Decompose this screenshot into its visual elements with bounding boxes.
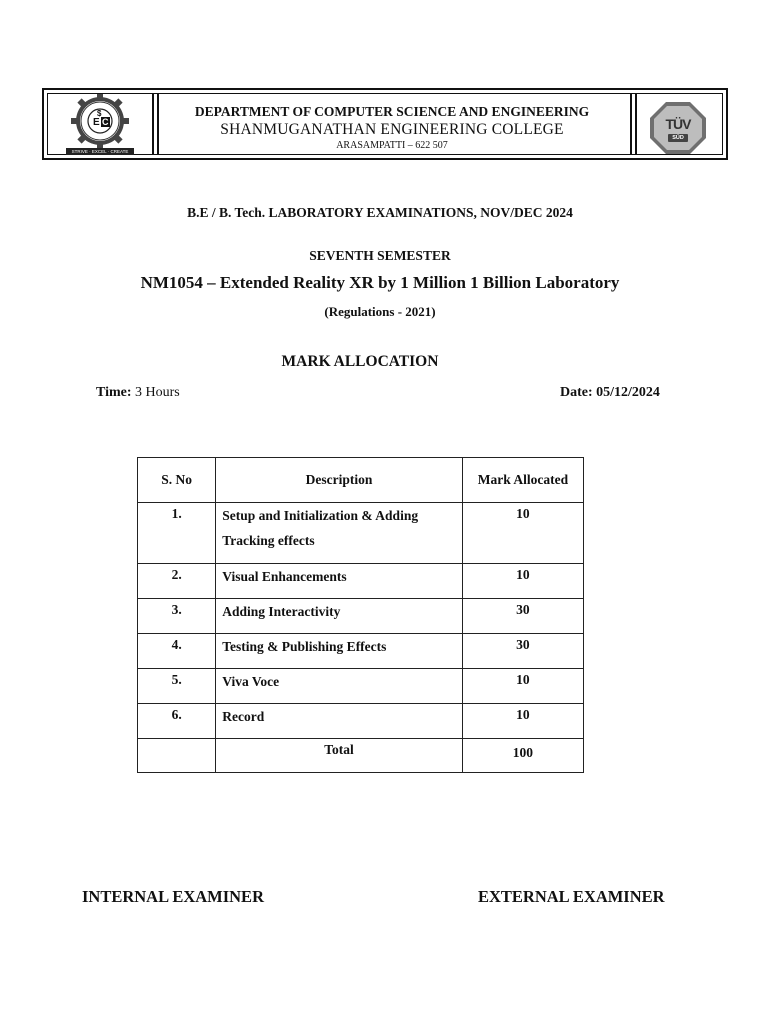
row-sno: 6. [171,707,182,722]
semester: SEVENTH SEMESTER [309,248,451,263]
date-label: Date: [560,385,593,400]
department-name: DEPARTMENT OF COMPUTER SCIENCE AND ENGINEERING [194,104,590,119]
table-row [138,634,584,669]
certification-logo [648,100,708,156]
header-sno: S. No [138,458,216,503]
header-divider-left-2 [157,94,159,154]
table-row [138,564,584,599]
section-title: MARK ALLOCATION [281,353,439,370]
row-sno: 4. [171,637,182,652]
table-row [138,669,584,704]
table-header-row [138,458,584,503]
exam-title: B.E / B. Tech. LABORATORY EXAMINATIONS, NOV/DEC 2024 [187,205,573,220]
total-value: 100 [512,745,534,760]
row-description-line1: Setup and Initialization & Adding [222,508,419,523]
college-header-inner [47,93,723,155]
svg-text:C: C [102,117,109,127]
row-mark: 10 [516,506,530,521]
table-row [138,503,584,564]
svg-text:E: E [93,117,100,128]
row-sno: 2. [171,567,182,582]
college-logo [48,94,156,154]
time-label: Time: [96,385,132,400]
external-examiner: EXTERNAL EXAMINER [478,887,665,906]
row-mark: 30 [516,637,530,652]
total-label: Total [324,742,354,757]
college-address: ARASAMPATTI – 622 507 [336,140,448,151]
tuv-text: TÜV [665,116,691,132]
header-mark: Mark Allocated [462,458,583,503]
exam-date [560,385,660,401]
svg-text:$: $ [97,109,102,118]
row-description-line2: Tracking effects [222,533,315,548]
mark-allocation-table [137,457,584,773]
row-mark: 10 [516,567,530,582]
row-mark: 10 [516,707,530,722]
time-value: 3 Hours [135,385,180,400]
internal-examiner: INTERNAL EXAMINER [82,887,264,906]
logo-motto: STRIVE · EXCEL · CREATE [71,149,129,154]
regulations: (Regulations - 2021) [324,304,436,319]
row-mark: 10 [516,672,530,687]
row-mark: 30 [516,602,530,617]
row-description: Visual Enhancements [222,569,347,584]
table-row [138,599,584,634]
course-title: NM1054 – Extended Reality XR by 1 Million 1 Billion Laboratory [140,273,620,292]
date-value: 05/12/2024 [596,385,660,400]
table-total-row [138,739,584,773]
college-name: SHANMUGANATHAN ENGINEERING COLLEGE [220,121,564,138]
header-text [160,94,624,154]
row-description: Record [222,709,265,724]
table-row [138,704,584,739]
exam-time [96,385,180,401]
header-description: Description [216,458,463,503]
header-divider-right [630,94,632,154]
row-description: Testing & Publishing Effects [222,639,387,654]
header-divider-right-2 [635,94,637,154]
row-sno: 5. [171,672,182,687]
row-description: Viva Voce [222,674,280,689]
header-divider-left [152,94,154,154]
row-sno: 3. [171,602,182,617]
row-description: Adding Interactivity [222,604,341,619]
sud-text: SÜD [672,135,684,141]
college-header [42,88,728,160]
row-sno: 1. [171,506,182,521]
